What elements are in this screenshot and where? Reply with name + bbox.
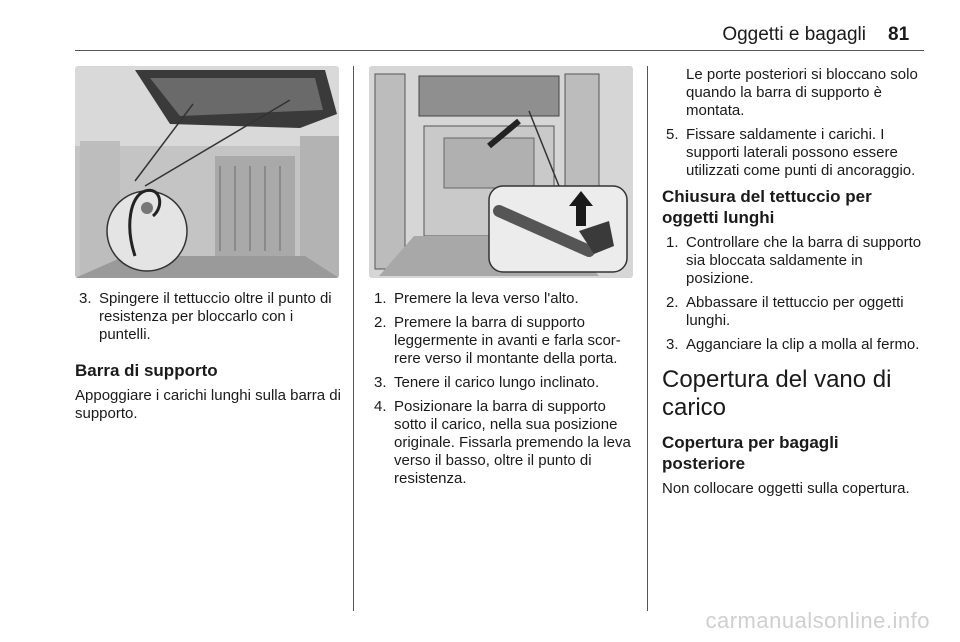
illustration-roof-hatch — [75, 66, 339, 278]
step-text: Controllare che la barra di supporto sia bloccata saldamente in posizione. — [686, 234, 922, 287]
list-item — [666, 336, 926, 354]
step-number: 1. — [666, 234, 679, 251]
illustration-support-bar — [369, 66, 633, 278]
section-heading-support-bar: Barra di supporto — [75, 361, 218, 380]
step-text: Premere la leva verso l'alto. — [394, 290, 579, 307]
list-item — [374, 314, 636, 368]
list-item — [374, 374, 636, 392]
paragraph: Appoggiare i carichi lunghi sulla barra di supporto. — [75, 387, 341, 422]
watermark: carmanualsonline.info — [705, 608, 930, 633]
step-number: 3. — [666, 336, 679, 353]
step-number: 1. — [374, 290, 387, 307]
step-number: 3. — [79, 290, 92, 307]
header-rule — [75, 50, 924, 51]
page-header-title: Oggetti e bagagli — [722, 24, 866, 45]
column-2 — [374, 290, 636, 494]
step-text: Agganciare la clip a molla al fermo. — [686, 336, 920, 353]
paragraph: Non collocare oggetti sulla copertura. — [662, 480, 910, 497]
step-number: 4. — [374, 398, 387, 415]
list-item — [374, 398, 636, 488]
step-text: Posizionare la barra di supporto sotto il carico, nella sua posizione originale. Fissarla premendo la leva verso il basso, oltre il punto di resistenza. — [394, 398, 631, 487]
step-text: Premere la barra di supporto leggermente in avanti e farla scorrere verso il montante della porta. — [394, 314, 621, 367]
list-item — [666, 234, 926, 288]
list-item — [666, 294, 926, 330]
step-text: Abbassare il tettuccio per oggetti lunghi. — [686, 294, 904, 329]
column-1 — [75, 290, 343, 429]
list-item — [79, 290, 343, 344]
step-number: 2. — [374, 314, 387, 331]
column-divider-1 — [353, 66, 354, 611]
page-number: 81 — [888, 24, 910, 45]
step-text: Spingere il tettuccio oltre il punto di resistenza per bloccarlo con i puntelli. — [99, 290, 332, 343]
step-number: 3. — [374, 374, 387, 391]
step-text: Fissare saldamente i carichi. I supporti laterali possono essere utilizzati come punti di ancoraggio. — [686, 126, 916, 179]
list-item — [666, 126, 926, 180]
column-divider-2 — [647, 66, 648, 611]
step-text: Tenere il carico lungo inclinato. — [394, 374, 600, 391]
step-number: 2. — [666, 294, 679, 311]
section-heading-close-hatch: Chiusura del tettuccio per oggetti lunghi — [662, 187, 872, 227]
chapter-heading-cargo-cover: Copertura del vano di carico — [662, 366, 892, 421]
paragraph: Le porte posteriori si bloccano solo quando la barra di supporto è montata. — [686, 66, 918, 119]
step-number: 5. — [666, 126, 679, 143]
list-item — [374, 290, 636, 308]
column-3 — [662, 66, 926, 504]
section-heading-rear-cover: Copertura per bagagli posteriore — [662, 433, 839, 473]
